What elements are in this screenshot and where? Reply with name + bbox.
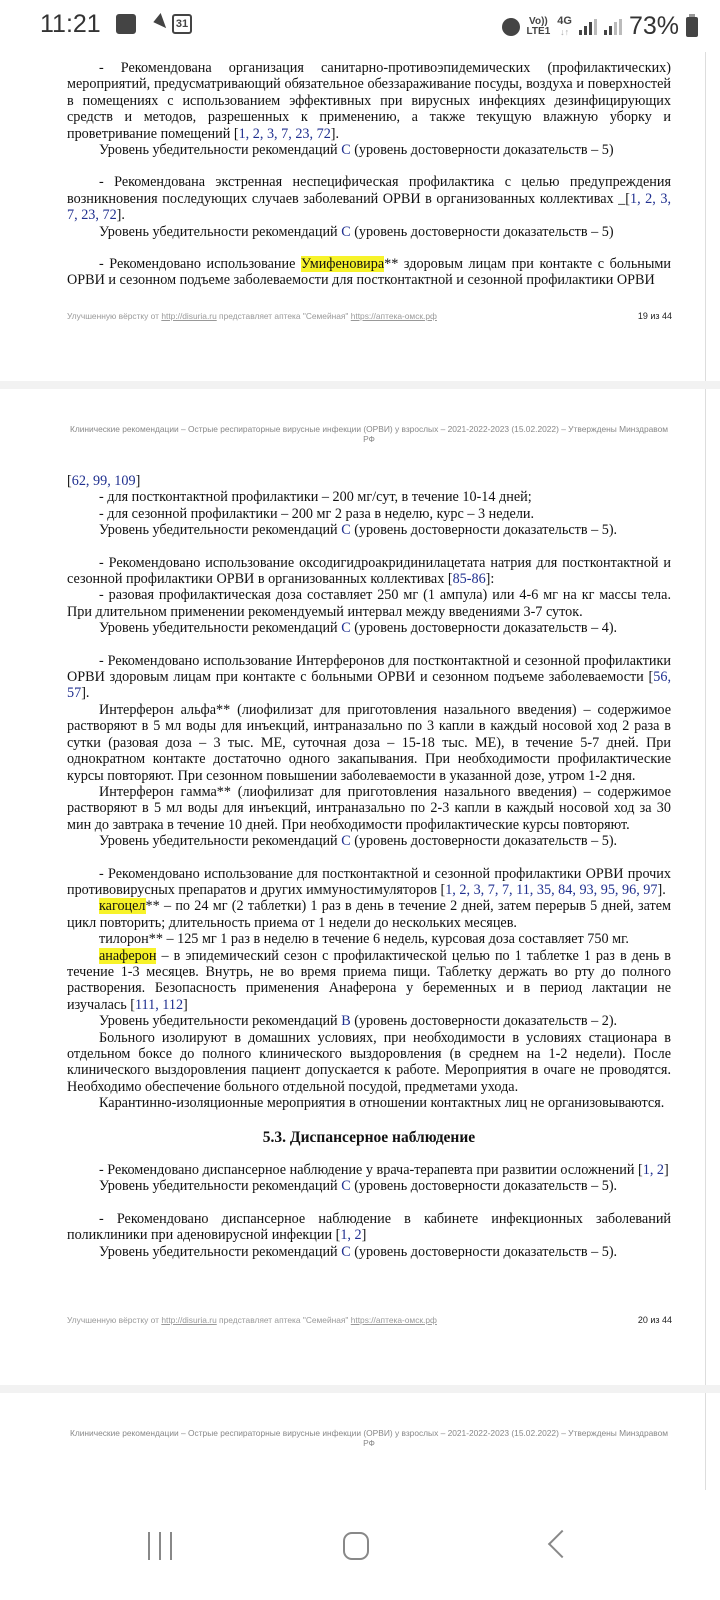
grade: C: [341, 223, 351, 240]
highlighted-term[interactable]: кагоцел: [99, 898, 146, 915]
page-number: 19 из 44: [637, 311, 672, 321]
anaferon-dose: [67, 948, 671, 1014]
text: ** здоровым лицам при контакте с больными ОРВИ и сезонном подъеме заболеваемости для постконтактной и сезонной профилактики ОРВИ: [67, 256, 671, 289]
grade: B: [341, 1013, 351, 1030]
text: (уровень достоверности доказательств – 2).: [350, 1013, 618, 1030]
reference-link[interactable]: 56, 57: [67, 669, 671, 702]
dose-postcontact: - для постконтактной профилактики – 200 мг/сут, в течение 10-14 дней;: [99, 489, 532, 506]
highlighted-term[interactable]: анаферон: [99, 947, 157, 964]
page-19-body: [67, 60, 671, 289]
paragraph-dispensary-therapist: [67, 1162, 671, 1178]
reference-line: [62, 99, 109]: [67, 473, 141, 489]
paragraph-emergency: [67, 174, 671, 223]
evidence-level: [67, 1244, 671, 1260]
text: – в эпидемический сезон с профилактической целью по 1 таблетке 1 раз в день в течение 1-3 месяцев. Внутрь, не во время приема пищи. Таблетку держать во рту до полного растворения. Безопасность применения Анаферона у беременных и в период лактации не изучалась [: [67, 947, 671, 1013]
evidence-level: [67, 833, 671, 849]
text: ].: [81, 685, 90, 702]
paragraph-dispensary-infectious: [67, 1211, 671, 1244]
battery-percent: 73%: [628, 12, 679, 40]
text: (уровень достоверности доказательств – 5): [350, 142, 614, 159]
text: - Рекомендовано использование Интерферонов для постконтактной и сезонной профилактики ОРВИ здоровым лицам при контакте с больными ОРВИ и сезонном подъеме заболеваемости [: [67, 652, 671, 686]
evidence-level: [67, 142, 671, 158]
page-20-body: [67, 473, 671, 1260]
page-separator: [0, 1385, 720, 1393]
text: ]: [183, 996, 188, 1013]
status-bar: [0, 0, 720, 52]
home-button[interactable]: [343, 1532, 369, 1560]
lte-label: LTE1: [526, 25, 551, 37]
evidence-level: [67, 620, 671, 636]
footer-text: представляет аптека "Семейная": [216, 1315, 351, 1325]
text: ].: [116, 207, 125, 224]
paragraph-isolation: Больного изолируют в домашних условиях, при необходимости в условиях стационара в отдельном боксе до полного клинического выздоровления (в среднем на 1-2 недели). После клинического выздоровления пациент допускается к работе. Мероприятия в очаге не проводятся. Необходимо обеспечение больного отдельной посудой, предметами ухода.: [67, 1029, 671, 1095]
reference-link[interactable]: 1, 2, 3, 7, 7, 11, 35, 84, 93, 95, 96, 97: [445, 881, 658, 898]
text: Уровень убедительности рекомендаций: [99, 1178, 342, 1195]
text: - Рекомендовано диспансерное наблюдение у врача-терапевта при развитии осложнений [: [99, 1162, 643, 1179]
highlighted-term[interactable]: Умифеновира: [300, 256, 385, 273]
text: - Рекомендовано диспансерное наблюдение в кабинете инфекционных заболеваний поликлиники при аденовирусной инфекции [: [67, 1210, 671, 1244]
text: ** – по 24 мг (2 таблетки) 1 раз в день в течение 2 дней, затем перерыв 5 дней, затем цикл повторить; длительность приема от 1 недели до нескольких месяцев.: [67, 898, 671, 931]
text: ].: [657, 881, 666, 898]
text: Уровень убедительности рекомендаций: [99, 1243, 342, 1260]
recent-apps-button[interactable]: [148, 1532, 172, 1560]
reference-link[interactable]: 1, 2, 3, 7, 23, 72: [238, 125, 331, 142]
footer-text: Улучшенную вёрстку от: [67, 1315, 162, 1325]
reference-link[interactable]: 111, 112: [134, 996, 184, 1013]
running-header: Клинические рекомендации – Острые респираторные вирусные инфекции (ОРВИ) у взрослых – 2021-2022-2023 (15.02.2022) – Утверждены Минздравом РФ: [69, 424, 669, 444]
text: - Рекомендовано использование оксодигидроакридинилацетата натрия для постконтактной и сезонной профилактики ОРВИ в организованных коллективах [: [67, 554, 671, 588]
footer-text: представляет аптека "Семейная": [216, 311, 351, 321]
text: - Рекомендовано использование для постконтактной и сезонной профилактики ОРВИ прочих противовирусных препаратов и других иммуностимуляторов [: [67, 865, 671, 898]
page-separator: [0, 381, 720, 389]
text: (уровень достоверности доказательств – 5).: [350, 1178, 618, 1195]
tiloron-dose: тилорон** – 125 мг 1 раз в неделю в течение 6 недель, курсовая доза составляет 750 мг.: [99, 931, 629, 948]
evidence-level: [67, 522, 671, 538]
signal-icon-2: [604, 19, 622, 35]
paragraph-umifenovir: [67, 256, 671, 289]
grade: C: [341, 1243, 351, 1260]
text: - Рекомендовано использование: [99, 256, 301, 273]
running-header: Клинические рекомендации – Острые респираторные вирусные инфекции (ОРВИ) у взрослых – 2021-2022-2023 (15.02.2022) – Утверждены Минздравом РФ: [69, 1428, 669, 1448]
page-number: 20 из 44: [637, 1315, 672, 1325]
text: (уровень достоверности доказательств – 5): [350, 223, 614, 240]
reference-link[interactable]: 1, 2: [642, 1162, 665, 1179]
text: (уровень достоверности доказательств – 5).: [350, 1243, 618, 1260]
paragraph-interferons: [67, 653, 671, 702]
data-arrows-icon: ↓↑: [560, 26, 570, 37]
footer-link-apteka[interactable]: https://аптека-омск.рф: [350, 311, 437, 321]
navigation-bar: [0, 1490, 720, 1600]
clock: 11:21: [40, 10, 101, 38]
alarm-icon: [502, 18, 520, 36]
volte-label: Vo)): [529, 15, 548, 27]
grade: C: [341, 142, 351, 159]
text: Уровень убедительности рекомендаций: [99, 522, 342, 539]
footer-link-disuria[interactable]: http://disuria.ru: [161, 311, 217, 321]
grade: C: [341, 1178, 351, 1195]
footer-text: Улучшенную вёрстку от: [67, 311, 162, 321]
gallery-icon: [116, 14, 136, 34]
paragraph-sanitary: [67, 60, 671, 142]
text: - Рекомендована организация санитарно-противоэпидемических (профилактических) мероприятий, предусматривающий обязательное обеззараживание посуды, воздуха и поверхностей в помещениях с использованием эффективных при вирусных инфекциях дезинфицирующих средств и методов, разрешенных к применению, а также текущую влажную уборку и проветривание помещений [: [67, 60, 671, 142]
reference-link[interactable]: 62, 99, 109: [71, 473, 136, 489]
footer-link-apteka[interactable]: https://аптека-омск.рф: [350, 1315, 437, 1325]
signal-icon: [579, 19, 597, 35]
reference-link[interactable]: 85-86: [452, 571, 486, 588]
battery-charging-icon: [686, 17, 698, 37]
text: Уровень убедительности рекомендаций: [99, 223, 342, 240]
page-footer: [67, 311, 672, 321]
section-heading: 5.3. Диспансерное наблюдение: [262, 1128, 476, 1146]
text: ]:: [485, 571, 495, 588]
calendar-icon: 31: [172, 14, 192, 34]
volte-indicator: [527, 17, 551, 37]
text: (уровень достоверности доказательств – 5).: [350, 522, 618, 539]
evidence-level: [67, 224, 671, 240]
page-footer: [67, 1315, 672, 1325]
paragraph-other-antivirals: [67, 866, 671, 899]
reference-link[interactable]: 1, 2, 3, 7, 23, 72: [67, 190, 671, 224]
evidence-level: [67, 1178, 671, 1194]
interferon-alpha: Интерферон альфа** (лиофилизат для приготовления назального введения) – содержимое растворяют в 5 мл воды для инъекций, интраназально по 3 капли в каждый носовой ход 2 раза в сутки (разовая доза – 3 тыс. МЕ, суточная доза – 15-18 тыс. МЕ), в течение 5-7 дней. При однократном контакте достаточно одного закапывания. При необходимости профилактические курсы повторяют. При сезонном повышении заболеваемости в указанной дозе, утром 1-2 дня.: [67, 701, 671, 784]
grade: C: [341, 833, 351, 850]
reference-link[interactable]: 1, 2: [340, 1227, 362, 1244]
network-indicator: [557, 16, 572, 38]
grade: C: [341, 620, 351, 637]
footer-link-disuria[interactable]: http://disuria.ru: [161, 1315, 217, 1325]
text: ]: [664, 1162, 669, 1179]
telegram-icon: [142, 13, 166, 35]
paragraph-oxo: [67, 555, 671, 588]
kagocel-dose: [67, 898, 671, 931]
dose-seasonal: - для сезонной профилактики – 200 мг 2 раза в неделю, курс – 3 недели.: [99, 505, 535, 522]
page-edge: [705, 52, 706, 1492]
evidence-level: [67, 1013, 671, 1029]
text: - Рекомендована экстренная неспецифическая профилактика с целью предупреждения возникновения последующих случаев заболеваний ОРВИ в организованных коллективах _[: [67, 174, 671, 207]
back-button[interactable]: [548, 1530, 576, 1558]
paragraph-quarantine: Карантинно-изоляционные мероприятия в отношении контактных лиц не организовываются.: [99, 1095, 665, 1112]
text: Уровень убедительности рекомендаций: [99, 620, 342, 637]
text: ]: [361, 1227, 367, 1244]
network-type: 4G: [557, 14, 572, 27]
text: Уровень убедительности рекомендаций: [99, 1013, 342, 1030]
grade: C: [341, 522, 351, 539]
oxo-dose: - разовая профилактическая доза составляет 250 мг (1 ампула) или 4-6 мг на кг массы тела. При длительном применении рекомендуемый интервал между введениями 3-7 суток.: [67, 587, 671, 620]
text: (уровень достоверности доказательств – 5).: [350, 833, 618, 850]
text: Уровень убедительности рекомендаций: [99, 833, 342, 850]
interferon-gamma: Интерферон гамма** (лиофилизат для приготовления назального введения) – содержимое растворяют в 5 мл воды для инъекций, интраназально по 2-3 капли в каждый носовой ход за 30 мин до завтрака в течение 10 дней. При необходимости профилактические курсы повторяют.: [67, 783, 671, 833]
text: ].: [330, 125, 340, 142]
text: (уровень достоверности доказательств – 4).: [350, 620, 618, 637]
text: Уровень убедительности рекомендаций: [99, 142, 342, 159]
